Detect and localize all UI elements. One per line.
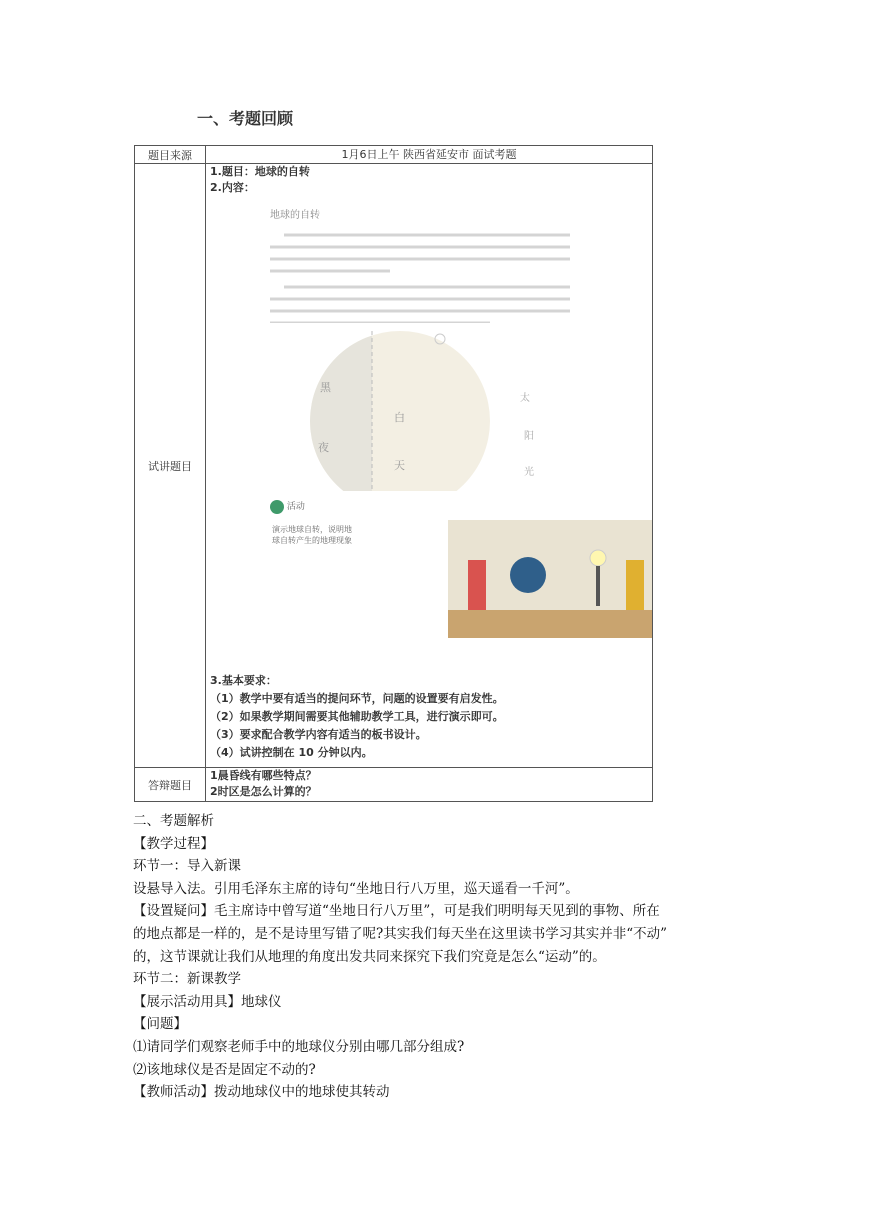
source-row xyxy=(135,146,653,164)
exam-table xyxy=(134,145,653,802)
lecture-header: 试讲题目 xyxy=(135,164,206,768)
activity-box xyxy=(210,520,648,660)
requirement-2: （2）如果教学期间需要其他辅助教学工具，进行演示即可。 xyxy=(210,709,504,723)
requirement-4: （4）试讲控制在 10 分钟以内。 xyxy=(210,745,373,759)
defense-header: 答辩题目 xyxy=(135,768,206,802)
lecture-content xyxy=(206,164,653,768)
source-value: 1月6日上午 陕西省延安市 面试考题 xyxy=(206,146,653,164)
body-line: 的地点都是一样的，是不是诗里写错了呢?其实我们每天坐在这里读书学习其实并非“不动” xyxy=(133,925,668,942)
body-line: 二、考题解析 xyxy=(133,813,214,829)
day-night-figure xyxy=(270,331,570,491)
body-line: 环节一：导入新课 xyxy=(133,858,241,875)
body-line: 设悬导入法。引用毛泽东主席的诗句“坐地日行八万里，巡天遥看一千河”。 xyxy=(133,880,579,897)
defense-question-2: 2时区是怎么计算的？ xyxy=(210,785,317,798)
body-line: 【教师活动】拨动地球仪中的地球使其转动 xyxy=(133,1084,390,1101)
activity-heading xyxy=(270,499,648,514)
body-line: 的，这节课就让我们从地理的角度出发共同来探究下我们究竟是怎么“运动”的。 xyxy=(133,948,606,965)
textbook-paragraph-image xyxy=(270,227,628,323)
body-line: ⑵该地球仪是否是固定不动的? xyxy=(133,1061,316,1078)
defense-row xyxy=(135,768,653,802)
defense-content xyxy=(206,768,653,802)
label-sun-2: 阳 xyxy=(524,431,534,442)
body-line: 环节二：新课教学 xyxy=(133,971,241,988)
requirement-1: （1）教学中要有适当的提问环节，问题的设置要有启发性。 xyxy=(210,691,504,705)
body-line: 【教学过程】 xyxy=(133,835,214,852)
source-header: 题目来源 xyxy=(135,146,206,164)
body-line: 【设置疑问】毛主席诗中曾写道“坐地日行八万里”，可是我们明明每天见到的事物、所在 xyxy=(133,903,660,920)
defense-question-1: 1晨昏线有哪些特点？ xyxy=(210,769,317,782)
label-night-2: 夜 xyxy=(318,441,329,454)
requirements-label: 3.基本要求： xyxy=(210,673,277,687)
activity-icon xyxy=(270,500,284,514)
topic-line: 1.题目：地球的自转 xyxy=(210,165,310,178)
label-sun-3: 光 xyxy=(524,467,534,478)
body-line: 【展示活动用具】地球仪 xyxy=(133,993,282,1010)
section-title-review: 一、考题回顾 xyxy=(197,109,294,128)
label-sun-1: 太 xyxy=(520,393,530,404)
label-day-1: 白 xyxy=(394,411,405,424)
activity-intro: 演示地球自转，说明地球自转产生的地理现象 xyxy=(272,524,352,545)
analysis-section xyxy=(133,810,733,1104)
label-night-1: 黑 xyxy=(320,381,331,394)
blurred-text-lines xyxy=(270,227,590,323)
activity-illustration xyxy=(448,520,652,638)
label-day-2: 天 xyxy=(394,459,405,472)
lecture-row xyxy=(135,164,653,768)
requirement-3: （3）要求配合教学内容有适当的板书设计。 xyxy=(210,727,427,741)
globe-lamp-illustration xyxy=(448,520,652,638)
activity-label: 活动 xyxy=(286,502,305,512)
content-label: 2.内容： xyxy=(210,181,255,194)
textbook-heading: 地球的自转 xyxy=(270,210,320,221)
body-line: 【问题】 xyxy=(133,1016,187,1033)
body-line: ⑴请同学们观察老师手中的地球仪分别由哪几部分组成? xyxy=(133,1038,465,1055)
